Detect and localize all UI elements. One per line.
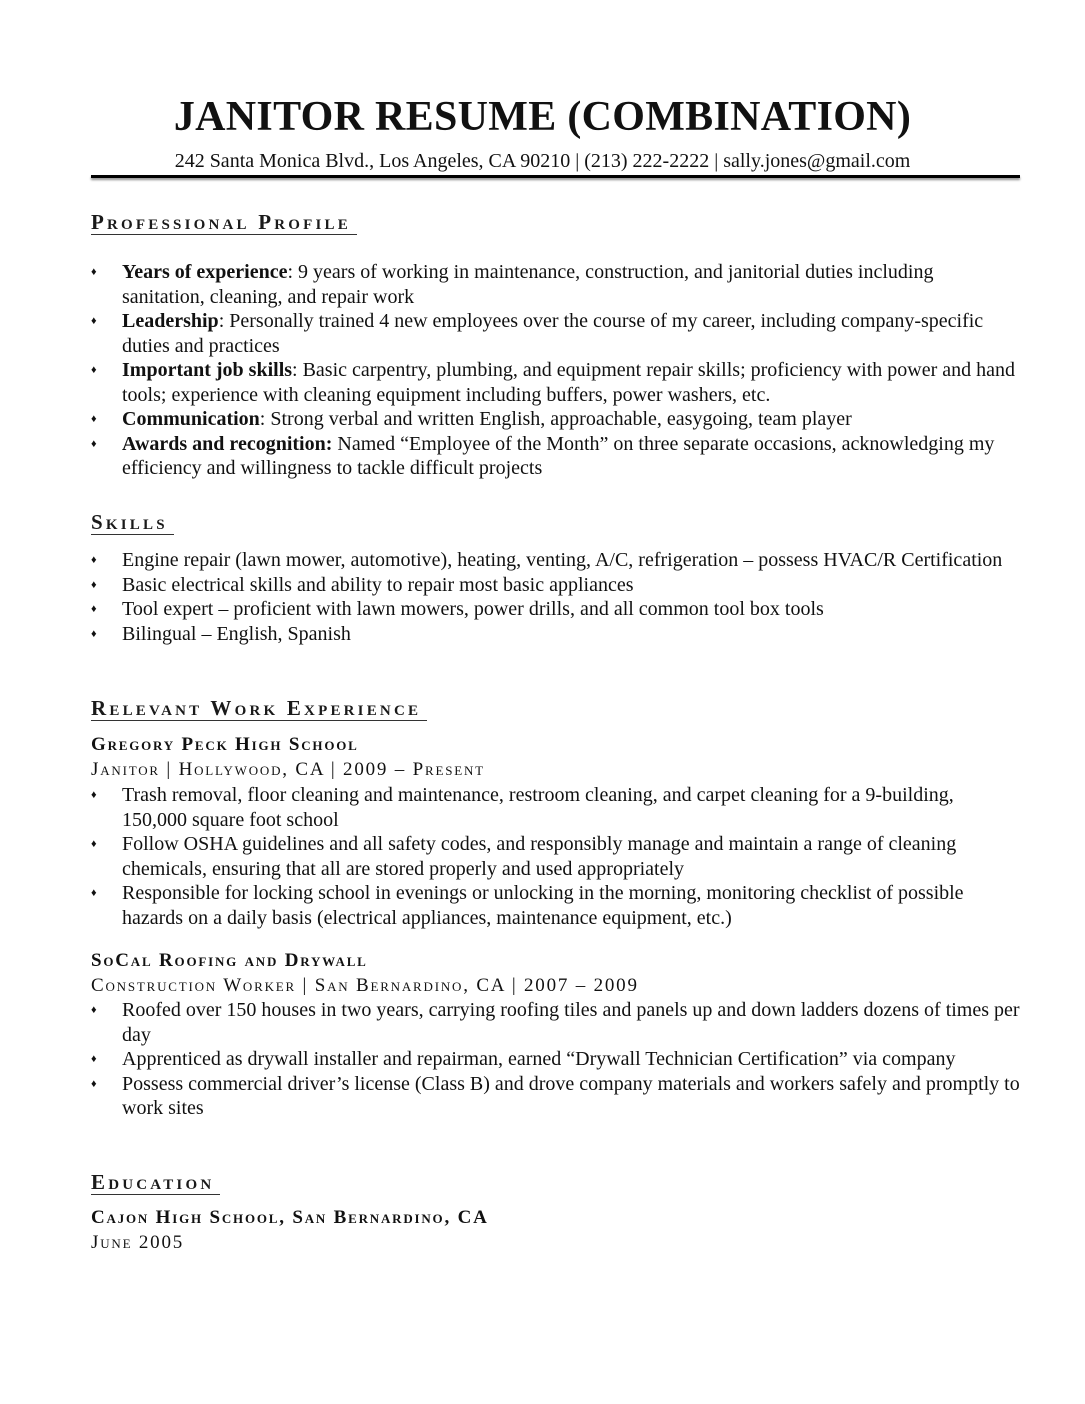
list-item — [91, 358, 1021, 407]
school-name: Cajon High School, San Bernardino, CA — [91, 1207, 489, 1228]
section-heading-education: Education — [91, 1170, 220, 1195]
list-item — [91, 881, 1021, 930]
list-item — [91, 309, 1021, 358]
list-item — [91, 622, 1021, 647]
job-role-line: Janitor | Hollywood, CA | 2009 – Present — [91, 759, 485, 780]
list-item — [91, 597, 1021, 622]
item-text: Possess commercial driver’s license (Class B) and drove company materials and workers safely and promptly to work sites — [122, 1072, 1020, 1119]
contact-info: 242 Santa Monica Blvd., Los Angeles, CA 90210 | (213) 222-2222 | sally.jones@gmail.com — [174, 150, 911, 172]
bullet-diamond-icon: ♦ — [91, 627, 97, 640]
section-heading-professional-profile: Professional Profile — [91, 210, 357, 235]
item-text: : Basic carpentry, plumbing, and equipment repair skills; proficiency with power and hand tools; experience with cleaning equipment including buffers, power washers, etc. — [122, 359, 1015, 406]
bullet-diamond-icon: ♦ — [91, 1053, 97, 1065]
item-text: Engine repair (lawn mower, automotive), heating, venting, A/C, refrigeration – possess HVAC/R Certification — [122, 549, 1003, 571]
bullet-diamond-icon: ♦ — [91, 603, 97, 615]
item-label: Communication — [122, 408, 260, 430]
item-text: Trash removal, floor cleaning and maintenance, restroom cleaning, and carpet cleaning for a 9-building, 150,000 square foot school — [122, 784, 954, 831]
list-item — [91, 548, 1021, 573]
bullet-diamond-icon: ♦ — [91, 1004, 97, 1016]
section-heading-skills: Skills — [91, 510, 174, 535]
section-heading-work-experience: Relevant Work Experience — [91, 696, 427, 721]
item-label: Important job skills — [122, 359, 293, 381]
bullet-diamond-icon: ♦ — [91, 838, 97, 850]
bullet-diamond-icon: ♦ — [91, 578, 97, 591]
item-text: Basic electrical skills and ability to repair most basic appliances — [122, 573, 634, 596]
item-text: : 9 years of working in maintenance, construction, and janitorial duties including sanitation, cleaning, and repair work — [122, 261, 934, 308]
bullet-diamond-icon: ♦ — [91, 364, 97, 376]
item-label: Awards and recognition: — [122, 432, 333, 455]
list-item — [91, 832, 1021, 881]
skills-list — [91, 548, 1021, 646]
graduation-date: June 2005 — [91, 1232, 185, 1253]
list-item — [91, 260, 1021, 309]
bullet-diamond-icon: ♦ — [91, 789, 97, 801]
list-item — [91, 573, 1021, 598]
profile-list — [91, 260, 1021, 481]
list-item — [91, 407, 1021, 432]
bullet-diamond-icon: ♦ — [91, 413, 97, 425]
list-item — [91, 783, 1021, 832]
list-item — [91, 1047, 1021, 1072]
item-text: Roofed over 150 houses in two years, carrying roofing tiles and panels up and down ladders dozens of times per day — [122, 999, 1020, 1046]
item-text: Tool expert – proficient with lawn mowers, power drills, and all common tool box tools — [122, 598, 824, 620]
resume-title: JANITOR RESUME (COMBINATION) — [173, 94, 912, 140]
list-item — [91, 998, 1021, 1047]
list-item — [91, 432, 1021, 481]
item-text: : Strong verbal and written English, approachable, easygoing, team player — [259, 408, 852, 430]
item-text: Apprenticed as drywall installer and repairman, earned “Drywall Technician Certification” via company — [122, 1048, 956, 1070]
list-item — [91, 1072, 1021, 1121]
employer-name: SoCal Roofing and Drywall — [91, 950, 368, 971]
item-label: Years of experience — [122, 261, 288, 283]
job-duties-list — [91, 998, 1021, 1121]
item-label: Leadership — [122, 310, 219, 332]
job-duties-list — [91, 783, 1021, 930]
bullet-diamond-icon: ♦ — [91, 266, 97, 278]
item-text: Follow OSHA guidelines and all safety codes, and responsibly manage and maintain a range of cleaning chemicals, ensuring that all are stored properly and used appropriately — [122, 833, 957, 880]
item-text: Named “Employee of the Month” on three separate occasions, acknowledging my efficiency and willingness to tackle difficult projects — [122, 432, 995, 479]
bullet-diamond-icon: ♦ — [91, 887, 97, 899]
bullet-diamond-icon: ♦ — [91, 437, 97, 450]
item-text: Responsible for locking school in evenings or unlocking in the morning, monitoring checklist of possible hazards on a daily basis (electrical appliances, maintenance equipment, etc.) — [122, 882, 964, 929]
bullet-diamond-icon: ♦ — [91, 554, 97, 566]
bullet-diamond-icon: ♦ — [91, 315, 97, 327]
header-divider — [91, 175, 1020, 178]
item-text: Bilingual – English, Spanish — [122, 622, 351, 645]
item-text: : Personally trained 4 new employees over the course of my career, including company-specific duties and practices — [122, 310, 984, 357]
employer-name: Gregory Peck High School — [91, 734, 359, 755]
job-role-line: Construction Worker | San Bernardino, CA | 2007 – 2009 — [91, 975, 639, 996]
bullet-diamond-icon: ♦ — [91, 1077, 97, 1090]
